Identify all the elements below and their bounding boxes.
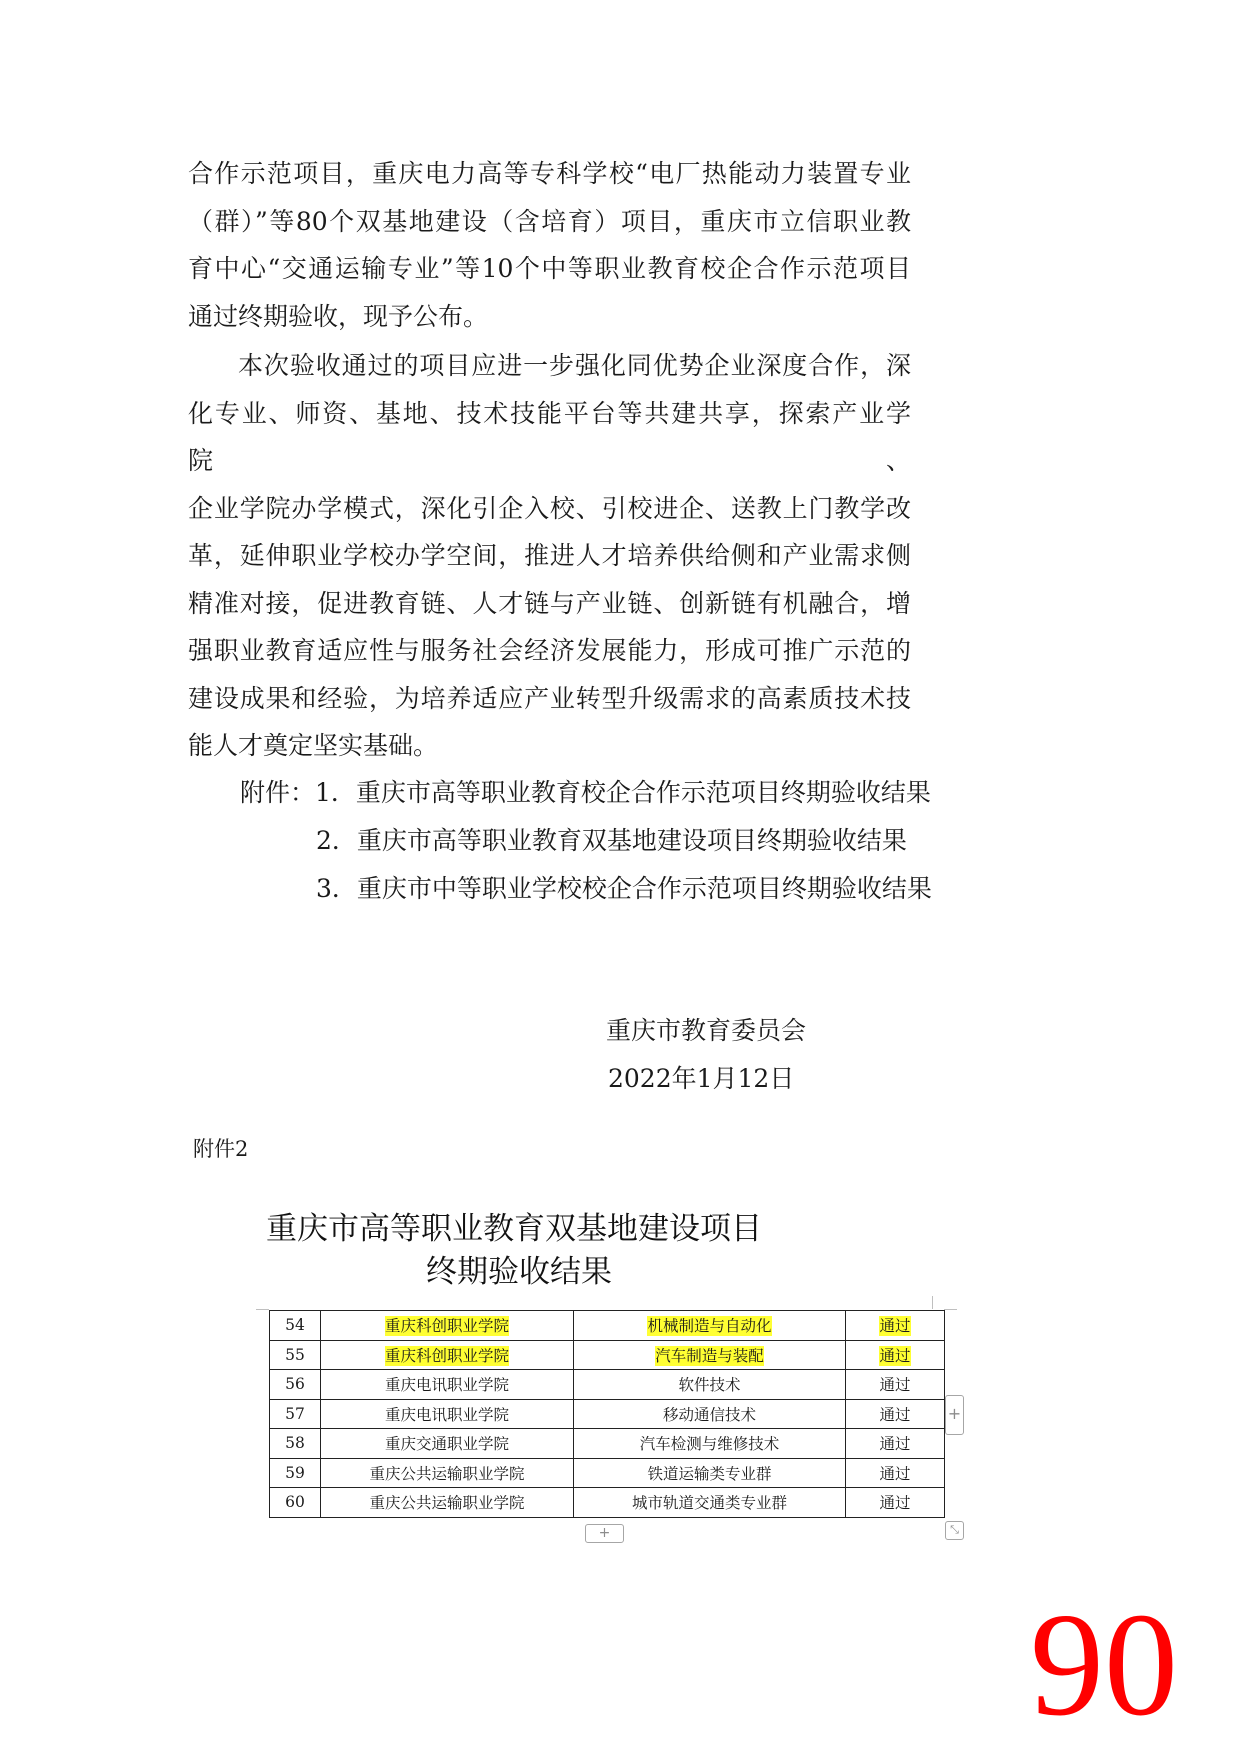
- result-cell-text: 通过: [879, 1435, 911, 1454]
- project-cell-text: 软件技术: [678, 1376, 741, 1395]
- text-line: 通过终期验收，现予公布。: [188, 301, 489, 331]
- project-cell: [574, 1429, 846, 1459]
- table-row: [270, 1458, 945, 1488]
- result-cell-text: 通过: [879, 1405, 911, 1424]
- row-number-cell-text: 56: [285, 1375, 305, 1394]
- results-table: [269, 1310, 945, 1518]
- row-number-cell-text: 58: [285, 1434, 305, 1453]
- attachment-item: [316, 874, 932, 904]
- signature-organization: 重庆市教育委员会: [606, 1016, 807, 1045]
- school-cell: [321, 1429, 574, 1459]
- attachment-title: 3．重庆市中等职业学校校企合作示范项目终期验收结果: [316, 874, 932, 903]
- table-corner-mark: [932, 1296, 933, 1309]
- resize-diagonal-icon: ⤡: [950, 1523, 959, 1536]
- result-cell-text: 通过: [879, 1346, 911, 1365]
- school-cell-text: 重庆公共运输职业学院: [369, 1464, 525, 1483]
- attachment-prefix: 附件：: [240, 778, 316, 807]
- paragraph-continuation: [188, 150, 911, 340]
- table-resize-handle[interactable]: [945, 1521, 964, 1540]
- school-cell: [321, 1458, 574, 1488]
- result-cell: [846, 1488, 945, 1518]
- text-line: 能人才奠定坚实基础。: [188, 731, 439, 760]
- row-number-cell-text: 57: [285, 1404, 305, 1423]
- text-line: 企业学院办学模式，深化引企入校、引校进企、送教上门教学改: [188, 493, 911, 523]
- annex-label: 附件2: [193, 1137, 249, 1161]
- project-cell: [574, 1370, 846, 1400]
- table-row: [270, 1488, 945, 1518]
- text-line: 本次验收通过的项目应进一步强化同优势企业深度合作，深: [238, 351, 911, 380]
- table-subtitle: 终期验收结果: [426, 1254, 612, 1290]
- project-cell-text: 移动通信技术: [662, 1405, 756, 1424]
- school-cell-text: 重庆科创职业学院: [384, 1346, 509, 1365]
- project-cell-text: 机械制造与自动化: [647, 1317, 772, 1336]
- row-number-cell-text: 59: [285, 1463, 305, 1482]
- project-cell-text: 汽车检测与维修技术: [639, 1435, 780, 1454]
- row-number-cell: [270, 1370, 321, 1400]
- table-row: [270, 1429, 945, 1459]
- attachment-title: 2．重庆市高等职业教育双基地建设项目终期验收结果: [316, 826, 907, 855]
- attachment-item: [316, 826, 907, 856]
- project-cell: [574, 1488, 846, 1518]
- text-line: （群）”等80个双基地建设（含培育）项目，重庆市立信职业教: [188, 206, 911, 236]
- project-cell: [574, 1311, 846, 1341]
- attachment-title: 1．重庆市高等职业教育校企合作示范项目终期验收结果: [315, 778, 931, 807]
- result-cell: [846, 1429, 945, 1459]
- result-cell: [846, 1370, 945, 1400]
- row-number-cell: [270, 1458, 321, 1488]
- school-cell-text: 重庆科创职业学院: [384, 1317, 509, 1336]
- school-cell: [321, 1311, 574, 1341]
- table-corner-mark: [256, 1309, 269, 1310]
- row-number-cell-text: 60: [285, 1493, 305, 1512]
- school-cell-text: 重庆交通职业学院: [384, 1435, 509, 1454]
- project-cell-text: 城市轨道交通类专业群: [631, 1494, 787, 1513]
- table-row: [270, 1340, 945, 1370]
- result-cell-text: 通过: [879, 1494, 911, 1513]
- school-cell-text: 重庆电讯职业学院: [384, 1405, 509, 1424]
- school-cell: [321, 1399, 574, 1429]
- result-cell: [846, 1399, 945, 1429]
- page-number: 90: [1030, 1583, 1178, 1747]
- results-table-body: [270, 1311, 945, 1518]
- plus-icon: +: [598, 1525, 611, 1541]
- school-cell: [321, 1488, 574, 1518]
- row-number-cell: [270, 1311, 321, 1341]
- attachment-item: [240, 778, 931, 808]
- project-cell: [574, 1399, 846, 1429]
- text-line: 革，延伸职业学校办学空间，推进人才培养供给侧和产业需求侧: [188, 541, 911, 570]
- row-number-cell: [270, 1429, 321, 1459]
- row-number-cell: [270, 1399, 321, 1429]
- school-cell-text: 重庆公共运输职业学院: [369, 1494, 525, 1513]
- text-line: 化专业、师资、基地、技术技能平台等共建共享，探索产业学院、: [188, 398, 911, 475]
- result-cell: [846, 1458, 945, 1488]
- project-cell: [574, 1458, 846, 1488]
- table-row: [270, 1370, 945, 1400]
- add-row-button[interactable]: [585, 1524, 624, 1543]
- project-cell-text: 汽车制造与装配: [655, 1346, 764, 1365]
- result-cell-text: 通过: [879, 1464, 911, 1483]
- table-row: [270, 1311, 945, 1341]
- result-cell-text: 通过: [879, 1317, 911, 1336]
- text-line: 合作示范项目，重庆电力高等专科学校“电厂热能动力装置专业: [188, 159, 911, 188]
- row-number-cell: [270, 1340, 321, 1370]
- text-line: 精准对接，促进教育链、人才链与产业链、创新链有机融合，增: [188, 588, 911, 618]
- plus-icon: +: [947, 1404, 962, 1423]
- add-column-button[interactable]: [945, 1395, 964, 1435]
- school-cell: [321, 1370, 574, 1400]
- project-cell: [574, 1340, 846, 1370]
- result-cell: [846, 1340, 945, 1370]
- table-title: 重庆市高等职业教育双基地建设项目: [266, 1211, 762, 1247]
- signature-date: 2022年1月12日: [608, 1064, 795, 1093]
- row-number-cell: [270, 1488, 321, 1518]
- table-row: [270, 1399, 945, 1429]
- row-number-cell-text: 55: [285, 1345, 305, 1364]
- result-cell: [846, 1311, 945, 1341]
- row-number-cell-text: 54: [285, 1316, 305, 1335]
- project-cell-text: 铁道运输类专业群: [647, 1464, 772, 1483]
- result-cell-text: 通过: [879, 1376, 911, 1395]
- text-line: 建设成果和经验，为培养适应产业转型升级需求的高素质技术技: [188, 683, 911, 713]
- text-line: 强职业教育适应性与服务社会经济发展能力，形成可推广示范的: [188, 636, 911, 665]
- text-line: 育中心“交通运输专业”等10个中等职业教育校企合作示范项目: [188, 254, 911, 283]
- paragraph-requirements: [188, 342, 911, 770]
- table-corner-mark: [944, 1309, 957, 1310]
- school-cell: [321, 1340, 574, 1370]
- school-cell-text: 重庆电讯职业学院: [384, 1376, 509, 1395]
